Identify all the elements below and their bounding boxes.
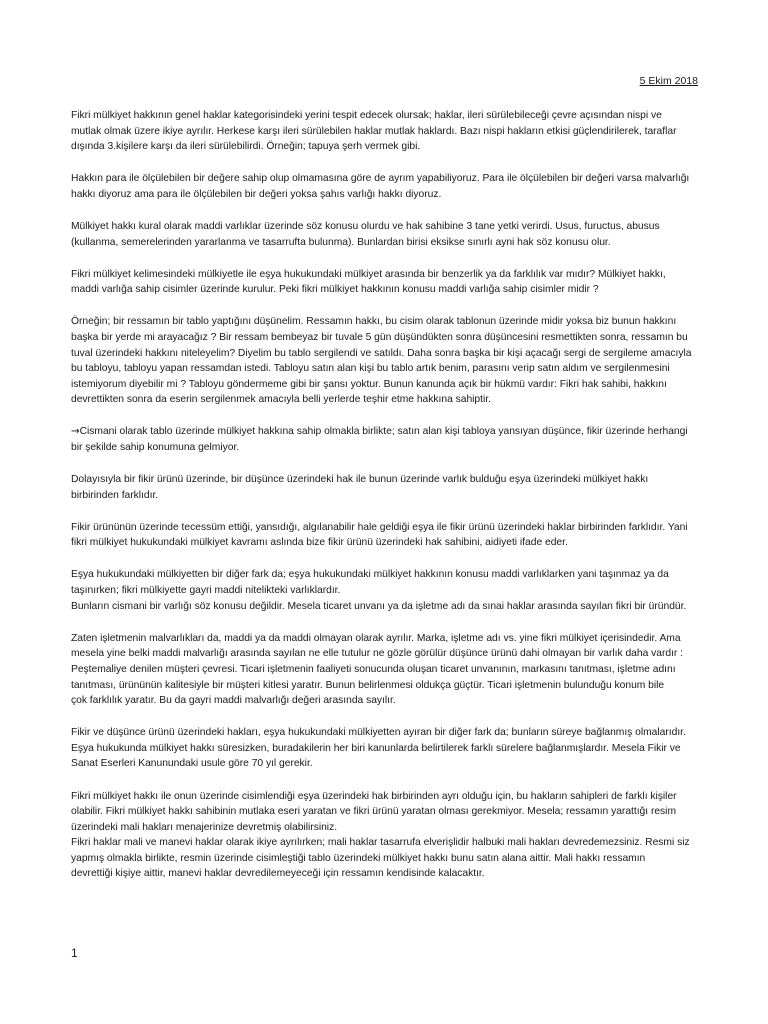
paragraph-line: Fikri haklar mali ve manevi haklar olarak ikiye ayrılırken; mali haklar tasarrufa elverişlidir halbuki mali hakları devredemezsiniz. Resmi siz (71, 837, 690, 849)
paragraph-line: Zaten işletmenin malvarlıkları da, maddi ya da maddi olmayan olarak ayrılır. Marka, işletme adı vs. yine fikri mülkiyet içerisindedir. Ama (71, 632, 681, 644)
paragraph-4 (71, 267, 699, 298)
paragraph-line: (kullanma, semerelerinden yararlanma ve tasarrufta bulunma). Bunlardan birisi eksikse sınırlı ayni hak söz konusu olur. (71, 236, 611, 248)
paragraph-8 (71, 520, 699, 551)
paragraph-line: üzerindeki mali hakları menajerinize devretmiş olabilirsiniz. (71, 821, 338, 833)
paragraph-line-text: Cismani olarak tablo üzerinde mülkiyet hakkına sahip olmakla birlikte; satın alan kişi tabloya yansıyan düşünce, fikir üzerinde herhangi (79, 426, 688, 438)
document-date: 5 Ekim 2018 (639, 75, 698, 87)
paragraph-line: birbirinden farklıdır. (71, 489, 159, 501)
paragraph-line: mutlak olmak üzere ikiye ayrılır. Herkese karşı ileri sürülebilen haklar mutlak haklardı. Bazı nispi hakların etkisi güçlendirilerek, taraflar (71, 125, 677, 137)
paragraph-line: tanıtması, ürününün kalitesiyle bir müşteri kitlesi yaratır. Bunun belirlenmesi oldukça güçtür. Ticari işletmenin bulunduğu konum bile (71, 679, 665, 691)
paragraph-9 (71, 567, 699, 614)
paragraph-line: Mülkiyet hakkı kural olarak maddi varlıklar üzerinde söz konusu olurdu ve hak sahibine 3 tane yetki verirdi. Usus, fuructus, abusus (71, 220, 660, 232)
paragraph-10 (71, 631, 699, 709)
paragraph-line: çok farklılık yaratır. Bu da gayri maddi malvarlığı değeri arasında sayılır. (71, 695, 396, 707)
paragraph-line: tuval üzerindeki hakkını niteleyelim? Diyelim bu tablo sergilendi ve satıldı. Daha sonra başka bir kişi açacağı sergi de sergileme amacıyla (71, 347, 692, 359)
paragraph-6 (71, 424, 699, 455)
paragraph-line: Sanat Eserleri Kanunundaki usule göre 70 yıl gerekir. (71, 758, 313, 770)
paragraph-line: olabilir. Fikri mülkiyet hakkı sahibinin mutlaka eseri yaratan ve fikri ürünü yaratan olması gerekmiyor. Mesela; ressamın yarattığı resim (71, 806, 677, 818)
document-body (71, 108, 699, 882)
paragraph-line: bir şekilde sahip konumuna gelmiyor. (71, 442, 240, 453)
paragraph-line: yapmış olmakla birlikte, resmin üzerinde cisimleştiği tablo üzerindeki mülkiyet hakkı bunu satın alana aittir. Mali hakkı ressamın (71, 852, 646, 864)
paragraph-7 (71, 472, 699, 503)
paragraph-line: Örneğin; bir ressamın bir tablo yaptığını düşünelim. Ressamın hakkı, bu cisim olarak tablonun üzerinde midir yoksa biz bunun hakkını (71, 316, 677, 328)
paragraph-5 (71, 314, 699, 408)
paragraph-3 (71, 219, 699, 250)
paragraph-line: mesela yine belki maddi malvarlığı arasında sayılan ne elle tutulur ne gözle görülür düşünce ürünü dahi olmayan bir varlık daha vardır : (71, 648, 683, 660)
paragraph-line: Fikir ürününün üzerinde tecessüm ettiği, yansıdığı, algılanabilir hale geldiği eşya ile fikir ürünü üzerindeki haklar birbirinden farklıdır. Yani (71, 521, 688, 533)
right-arrow-icon: → (71, 425, 80, 438)
paragraph-line: Bunların cismani bir varlığı söz konusu değildir. Mesela ticaret unvanı ya da işletme adı da sınai haklar arasında sayılan fikri bir üründür. (71, 600, 687, 612)
paragraph-line: Hakkın para ile ölçülebilen bir değere sahip olup olmamasına göre de ayrım yapabiliyoruz. Para ile ölçülebilen bir değeri varsa malvarlığı (71, 173, 690, 185)
paragraph-line: bu tabloyu, tabloyu yapan ressamdan istedi. Tabloyu satın alan kişi bu tablo artık benim, parasını verip satın aldım ve sergilenmesini (71, 363, 670, 375)
paragraph-line: istemiyorum diyebilir mi ? Tabloyu göndermeme gibi bir şansı yoktur. Bunun kanunda açık bir hükmü vardır: Fikri hak sahibi, hakkını (71, 378, 667, 390)
paragraph-line: fikri mülkiyet hukukundaki mülkiyet kavramı aslında bize fikir ürünü üzerindeki hak sahibini, aidiyeti ifade eder. (71, 537, 568, 549)
paragraph-line: devrettiği kişiye aittir, manevi haklar devredilemeyeceği için ressamın kendisinde kalacaktır. (71, 868, 485, 880)
paragraph-line: başka bir yerde mi arayacağız ? Bir ressam bembeyaz bir tuvale 5 gün düşündükten sonra düşüncesini resmettikten sonra, ressamın bu (71, 331, 688, 343)
paragraph-line: maddi varlığa sahip cisimler üzerinde kurulur. Peki fikri mülkiyet hakkının konusu maddi varlığa sahip cisimler midir ? (71, 284, 599, 296)
paragraph-1 (71, 108, 699, 155)
paragraph-line: Eşya hukukundaki mülkiyetten bir diğer fark da; eşya hukukundaki mülkiyet hakkının konusu maddi varlıklarken yani taşınmaz ya da (71, 569, 669, 581)
paragraph-line: Fikri mülkiyet hakkı ile onun üzerinde cisimlendiği eşya üzerindeki hak birbirinden ayrı olduğu için, bu hakların sahipleri de farklı kişiler (71, 790, 677, 802)
paragraph-line: dışında 3.kişilere karşı da ileri sürülebilirdi. Örneğin; tapuya şerh vermek gibi. (71, 141, 421, 153)
paragraph-12 (71, 789, 699, 883)
page-number: 1 (71, 946, 78, 960)
paragraph-2 (71, 171, 699, 202)
paragraph-line: Peştemaliye denilen müşteri çevresi. Ticari işletmenin faaliyeti sonucunda oluşan ticaret unvanının, markasını tanıtması, işletme adını (71, 663, 676, 675)
paragraph-11 (71, 725, 699, 772)
paragraph-line: Fikir ve düşünce ürünü üzerindeki hakları, eşya hukukundaki mülkiyetten ayıran bir diğer fark da; bunların süreye bağlanmış olmalarıdır. (71, 727, 686, 739)
paragraph-line: devrettikten sonra da eserin sergilenmek amacıyla belli yerlerde teşhir etme hakkına sahiptir. (71, 394, 491, 406)
paragraph-line (71, 424, 699, 440)
paragraph-line: Eşya hukukunda mülkiyet hakkı süresizken, buradakilerin her biri kanunlarda belirtilerek farklı sürelere bağlanmışlardır. Mesela Fikir ve (71, 742, 681, 754)
paragraph-line: Fikri mülkiyet hakkının genel haklar kategorisindeki yerini tespit edecek olursak; haklar, ileri sürülebileceği çevre açısından nispi ve (71, 110, 662, 121)
paragraph-line: taşınırken; fikri mülkiyette gayri maddi nitelikteki varlıklardır. (71, 585, 341, 597)
paragraph-line: hakkı diyoruz ama para ile ölçülebilen bir değeri yoksa şahıs varlığı hakkı diyoruz. (71, 188, 442, 200)
paragraph-line: Dolayısıyla bir fikir ürünü üzerinde, bir düşünce üzerindeki hak ile bunun üzerinde varlık bulduğu eşya üzerindeki mülkiyet hakkı (71, 474, 649, 486)
paragraph-line: Fikri mülkiyet kelimesindeki mülkiyetle ile eşya hukukundaki mülkiyet arasında bir benzerlik ya da farklılık var mıdır? Mülkiyet hakkı, (71, 268, 666, 280)
